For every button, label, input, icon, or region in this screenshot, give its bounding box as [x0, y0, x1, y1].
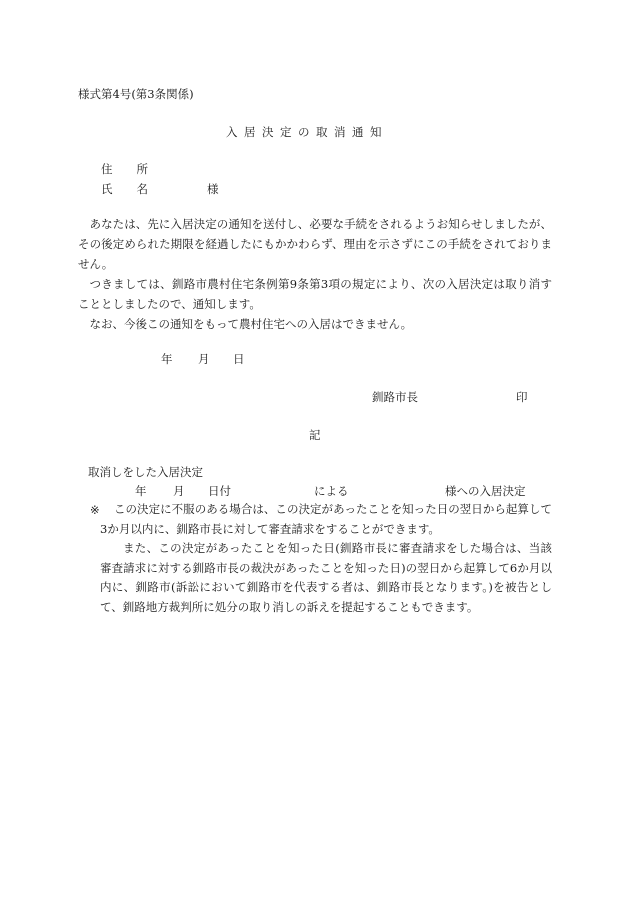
cancelled-decision-for: 様への入居決定 [445, 484, 526, 498]
address-label-first-char: 住 [101, 162, 113, 176]
name-label [101, 179, 148, 199]
name-label-first-char: 氏 [101, 182, 113, 196]
form-number: 様式第4号(第3条関係) [78, 87, 194, 101]
notice-text-2: また、この決定があったことを知った日(釧路市長に審査請求をした場合は、当該審査請求に対する釧路市長の裁決があったことを知った日)の翌日から起算して6か月以内に、釧路市(訴訟において釧路市を代表する者は、釧路市長となります。)を被告として、釧路地方裁判所に処分の取り消しの訴えを提起することもできます。 [100, 541, 552, 614]
issuer-mayor: 釧路市長 [372, 390, 418, 404]
date-year: 年 [161, 352, 173, 366]
body-paragraph-1: あなたは、先に入居決定の通知を送付し、必要な手続をされるようお知らせしましたが、その後定められた期限を経過したにもかかわらず、理由を示さずにこの手続をされておりません。 [78, 217, 552, 271]
cancelled-day-dated: 日付 [208, 484, 231, 498]
honorific: 様 [207, 182, 219, 196]
record-heading: 記 [309, 428, 321, 442]
address-label-second-char: 所 [136, 162, 148, 176]
cancelled-by: による [314, 484, 349, 498]
date-day: 日 [233, 352, 245, 366]
address-label [101, 159, 148, 179]
document-title: 入居決定の取消通知 [226, 125, 388, 139]
name-label-second-char: 名 [136, 182, 148, 196]
seal-mark: 印 [516, 390, 528, 404]
cancelled-year: 年 [135, 484, 147, 498]
body-paragraph-3: なお、今後この通知をもって農村住宅への入居はできません。 [89, 317, 413, 331]
notice-text-1: この決定に不服のある場合は、この決定があったことを知った日の翌日から起算して3か月以内に、釧路市長に対して審査請求をすることができます。 [100, 502, 552, 536]
body-paragraph-2: つきましては、釧路市農村住宅条例第9条第3項の規定により、次の入居決定は取り消すこととしましたので、通知します。 [78, 277, 552, 311]
date-month: 月 [198, 352, 210, 366]
notice-mark: ※ [90, 503, 100, 517]
cancelled-month: 月 [173, 484, 185, 498]
cancelled-decision-label: 取消しをした入居決定 [88, 465, 203, 479]
